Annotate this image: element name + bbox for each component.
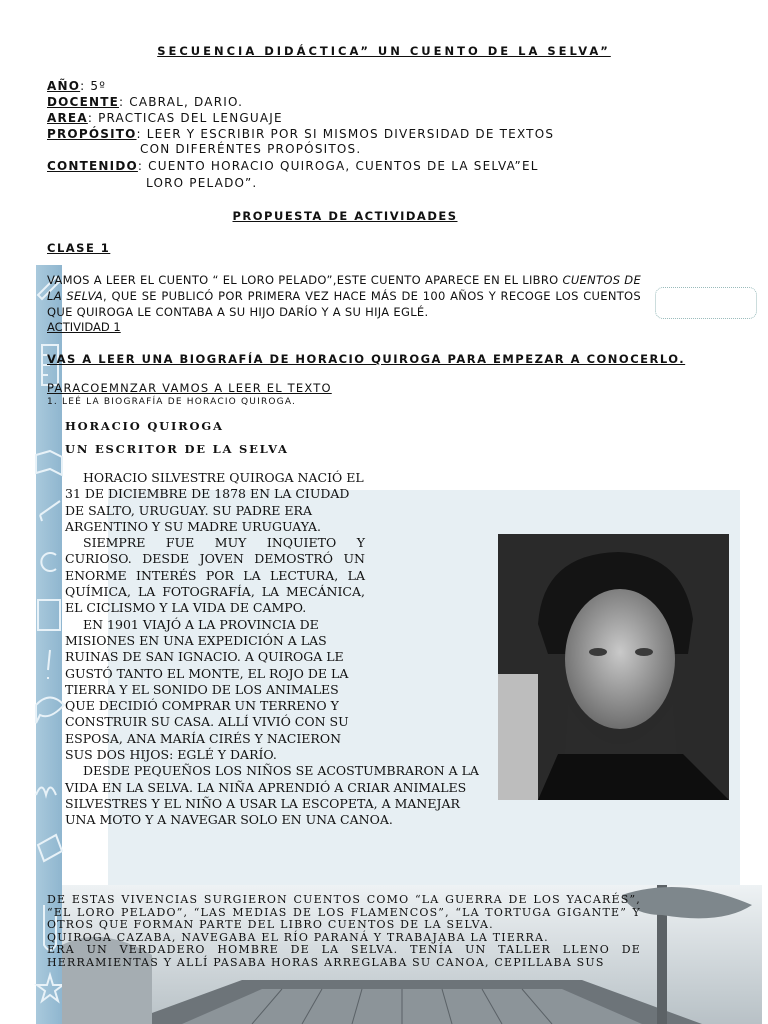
actividad-label: ACTIVIDAD 1 (47, 320, 121, 334)
docente-value: : CABRAL, DARIO. (119, 95, 244, 109)
docente-label: DOCENTE (47, 95, 119, 109)
area-label: AREA (47, 111, 88, 125)
intro-book-title: CUENTOS DE LA SELVA (47, 273, 642, 303)
proposito-value-continued: CON DIFERÉNTES PROPÓSITOS. (140, 142, 362, 156)
proposito-label: PROPÓSITO (47, 127, 137, 141)
bio-paragraph: EN 1901 VIAJÓ A LA PROVINCIA DE MISIONES EN UNA EXPEDICIÓN A LAS RUINAS DE SAN IGNACIO. A QUIROGA LE GUSTÓ TANTO EL MONTE, EL ROJO DE LA TIERRA Y EL SONIDO DE LOS ANIMALES QUE DECIDIÓ COMPRAR UN TERRENO Y CONSTRUIR SU CASA. ALLÍ VIVIÓ CON SU ESPOSA, ANA MARÍA CIRÉS Y NACIERON SUS DOS HIJOS: EGLÉ Y DARÍO. (65, 616, 349, 763)
intro-text-1: VAMOS A LEER EL CUENTO “ EL LORO PELADO”,ESTE CUENTO APARECE EN EL LIBRO (47, 273, 563, 287)
speech-bubble-icon (36, 698, 64, 724)
area-value: : PRACTICAS DEL LENGUAJE (87, 111, 283, 125)
dotted-frame-right (655, 287, 757, 319)
propuesta-heading: PROPUESTA DE ACTIVIDADES (232, 209, 458, 223)
meta-anio (47, 78, 106, 94)
author-portrait-photo (498, 534, 729, 800)
star-icon (37, 975, 63, 1001)
intro-text-2: , QUE SE PUBLICÓ POR PRIMERA VEZ HACE MÁS DE 100 AÑOS Y RECOGE LOS CUENTOS QUE QUIROGA LE CONTABA A SU HIJO DARÍO Y A SU HIJA EGLÉ. (47, 289, 641, 319)
exclamation-icon (48, 650, 50, 679)
meta-contenido (47, 158, 539, 174)
bio-subtitle: UN ESCRITOR DE LA SELVA (65, 442, 289, 456)
bottom-paragraph: QUIROGA CAZABA, NAVEGABA EL RÍO PARANÁ Y TRABAJABA LA TIERRA. (47, 930, 549, 944)
bio-paragraph: HORACIO SILVESTRE QUIROGA NACIÓ EL 31 DE DICIEMBRE DE 1878 EN LA CIUDAD DE SALTO, URUGUAY. SU PADRE ERA ARGENTINO Y SU MADRE URUGUAYA. (65, 470, 364, 534)
meta-proposito (47, 126, 554, 142)
letter-c-icon (41, 553, 56, 571)
proposito-value: : LEER Y ESCRIBIR POR SI MISMOS DIVERSIDAD DE TEXTOS (136, 127, 555, 141)
intro-paragraph (47, 272, 641, 320)
bio-paragraph: SIEMPRE FUE MUY INQUIETO Y CURIOSO. DESDE JOVEN DEMOSTRÓ UN ENORME INTERÉS POR LA LECTURA, LA QUÍMICA, LA FOTOGRAFÍA, LA MECÁNICA, EL CICLISMO Y LA VIDA DE CAMPO. (65, 535, 365, 616)
anio-value: : 5º (80, 79, 107, 93)
para-comenzar-line: PARACOEMNZAR VAMOS A LEER EL TEXTO (47, 381, 332, 395)
step-1: 1. LEÉ LA BIOGRAFÍA DE HORACIO QUIROGA. (47, 397, 297, 407)
bio-title: HORACIO QUIROGA (65, 419, 224, 433)
contenido-value-continued: LORO PELADO”. (146, 176, 258, 190)
anio-label: AÑO (47, 79, 81, 93)
contenido-label: CONTENIDO (47, 159, 138, 173)
bio-paragraph: DESDE PEQUEÑOS LOS NIÑOS SE ACOSTUMBRARON A LA VIDA EN LA SELVA. LA NIÑA APRENDIÓ A CRIAR ANIMALES SILVESTRES Y EL NIÑO A USAR LA ESCOPETA, A MANEJAR UNA MOTO Y A NAVEGAR SOLO EN UNA CANOA. (65, 763, 479, 828)
meta-area (47, 110, 283, 126)
eraser-icon (38, 835, 62, 861)
script-m-icon (36, 788, 56, 796)
biography-text (65, 470, 495, 829)
notebook-icon (38, 600, 60, 630)
bottom-paragraph: DE ESTAS VIVENCIAS SURGIERON CUENTOS COMO “LA GUERRA DE LOS YACARÉS”, “EL LORO PELADO”, “LAS MEDIAS DE LOS FLAMENCOS”, “LA TORTUGA GIGANTE” Y OTROS QUE FORMAN PARTE DEL LIBRO CUENTOS DE LA SELVA. (47, 893, 641, 931)
clase-heading: CLASE 1 (47, 241, 111, 255)
book-icon (36, 451, 62, 475)
vas-a-leer-heading: VAS A LEER UNA BIOGRAFÍA DE HORACIO QUIROGA PARA EMPEZAR A CONOCERLO. (47, 352, 686, 366)
meta-docente (47, 94, 243, 110)
pen-icon (40, 501, 60, 521)
bottom-text (47, 894, 641, 969)
bottom-paragraph: ERA UN VERDADERO HOMBRE DE LA SELVA. TENÍA UN TALLER LLENO DE HERRAMIENTAS Y ALLÍ PASABA HORAS ARREGLABA SU CANOA, CEPILLABA SUS (47, 943, 641, 969)
document-title: SECUENCIA DIDÁCTICA” UN CUENTO DE LA SELVA” (157, 44, 611, 58)
contenido-value: : CUENTO HORACIO QUIROGA, CUENTOS DE LA SELVA”EL (137, 159, 539, 173)
